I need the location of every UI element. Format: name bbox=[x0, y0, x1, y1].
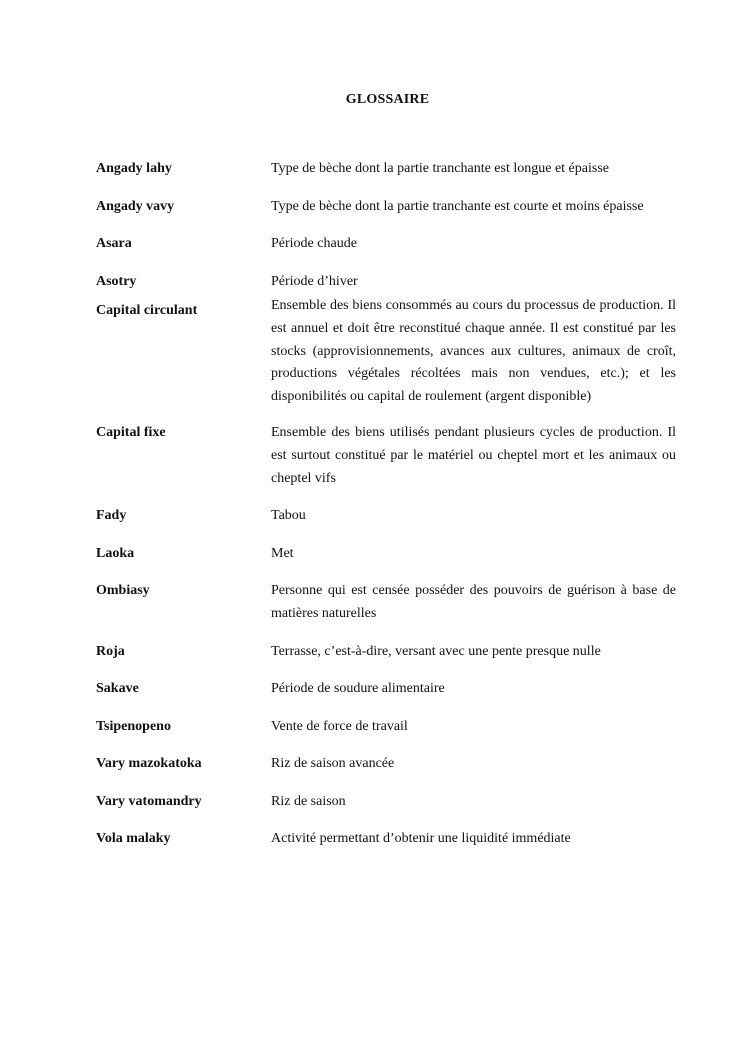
glossary-term: Asara bbox=[96, 236, 132, 252]
glossary-term: Vary vatomandry bbox=[96, 793, 202, 809]
glossary-definition: Ensemble des biens consommés au cours du processus de production. Il est annuel et doit être reconstitué chaque année. Il est constitué par les stocks (approvisionnements, avances aux cultures, animaux de croît, productions végétales récoltées mais non vendues, etc.); et les disponibilités ou capital de roulement (argent disponible) bbox=[271, 298, 676, 404]
glossary-definition: Type de bèche dont la partie tranchante est courte et moins épaisse bbox=[271, 198, 644, 214]
glossary-definition: Vente de force de travail bbox=[271, 718, 408, 734]
glossary-definition: Type de bèche dont la partie tranchante est longue et épaisse bbox=[271, 161, 609, 176]
glossary-definition: Période d’hiver bbox=[271, 273, 358, 289]
glossary-term: Laoka bbox=[96, 545, 135, 561]
glossary-entry bbox=[96, 271, 676, 294]
glossary-term: Capital circulant bbox=[96, 303, 198, 319]
glossary-entry bbox=[96, 580, 676, 625]
glossary-term: Angady lahy bbox=[96, 161, 172, 176]
glossary-entry bbox=[96, 678, 676, 701]
glossary-entry bbox=[96, 233, 676, 256]
glossary-entry bbox=[96, 828, 676, 851]
glossary-term: Tsipenopeno bbox=[96, 718, 171, 734]
glossary-term: Vary mazokatoka bbox=[96, 756, 202, 772]
glossary-list bbox=[96, 158, 676, 851]
glossary-term: Sakave bbox=[96, 681, 139, 697]
glossary-term: Angady vavy bbox=[96, 198, 175, 214]
glossary-definition: Période chaude bbox=[271, 236, 357, 252]
glossary-term: Asotry bbox=[96, 273, 137, 289]
glossary-entry bbox=[96, 543, 676, 566]
glossary-entry bbox=[96, 196, 676, 219]
glossary-entry bbox=[96, 753, 676, 776]
glossary-term: Vola malaky bbox=[96, 831, 171, 847]
glossary-definition: Terrasse, c’est-à-dire, versant avec une pente presque nulle bbox=[271, 643, 601, 659]
glossary-entry bbox=[96, 505, 676, 528]
glossary-definition: Met bbox=[271, 545, 294, 561]
glossary-definition: Tabou bbox=[271, 508, 306, 524]
glossary-term: Ombiasy bbox=[96, 583, 150, 599]
glossary-entry bbox=[96, 422, 676, 490]
glossary-entry bbox=[96, 791, 676, 814]
glossary-term: Capital fixe bbox=[96, 425, 166, 441]
glossary-term: Fady bbox=[96, 508, 127, 524]
glossary-entry bbox=[96, 716, 676, 739]
glossary-term: Roja bbox=[96, 643, 125, 659]
glossary-definition: Ensemble des biens utilisés pendant plusieurs cycles de production. Il est surtout constitué par le matériel ou cheptel mort et les animaux ou cheptel vifs bbox=[271, 425, 676, 486]
glossary-definition: Période de soudure alimentaire bbox=[271, 681, 445, 697]
glossary-entry bbox=[96, 641, 676, 664]
glossary-entry bbox=[96, 158, 676, 181]
glossary-definition: Personne qui est censée posséder des pouvoirs de guérison à base de matières naturelles bbox=[271, 583, 676, 621]
glossary-entry bbox=[96, 295, 676, 408]
glossary-definition: Riz de saison bbox=[271, 793, 346, 809]
page-title: GLOSSAIRE bbox=[345, 92, 430, 107]
glossary-definition: Activité permettant d’obtenir une liquidité immédiate bbox=[271, 831, 571, 847]
glossary-definition: Riz de saison avancée bbox=[271, 756, 395, 772]
